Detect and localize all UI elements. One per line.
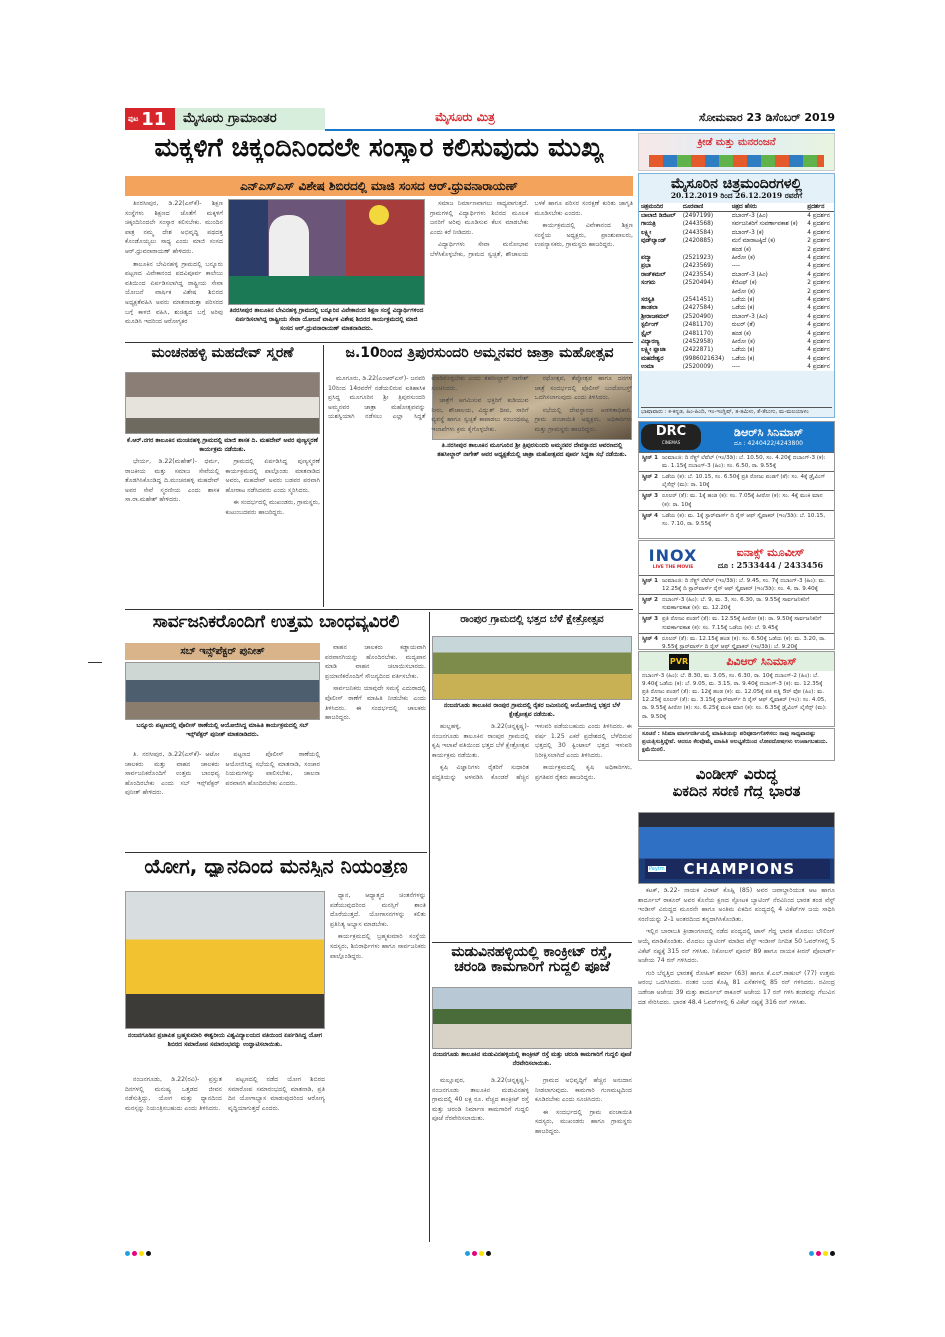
theatre-phone: (9986021634) (682, 355, 725, 362)
sports-banner (638, 133, 835, 171)
cinema-row (639, 279, 834, 287)
drc-screen-row (639, 510, 834, 529)
manchanahalli-photo (125, 372, 320, 434)
theatre-name: ಶ್ರೀರಾಜಕಮಲ್ (641, 313, 669, 320)
drc-screen-row (639, 471, 834, 490)
champions-banner (645, 859, 830, 879)
movie-name: ಒಡೆಯ (ಕ) (731, 355, 755, 362)
inox-phone: ದೂ : 2533444 / 2433456 (717, 559, 824, 570)
screen-schedule: ಜುಮಾಂಜಿ: ದಿ ನೆಕ್ಸ್ಟ್ ಲೆವೆಲ್ (ಇಂ/3ಡಿ): ಬೆ. 9.45, ಸಂ. 7ಕ್ಕೆ ದಬಾಂಗ್-3 (ಹಿಂ): ಮ. 12.25ಕ್ಕೆ ದಿ ಸ್ಟಾರ್‌ವಾರ್ಸ್ ರೈಸ್ ಆಫ್ ಸ್ಕೈವಾಕರ್ (ಇಂ/3ಡಿ): ಸಂ. 4, ರಾ. 9.40ಕ್ಕೆ (662, 578, 826, 593)
maduvinahalli-photo (432, 987, 632, 1049)
cinema-row (639, 229, 834, 237)
manchanahalli-text: ಭೇರ್ಯ, ಡಿ.22(ಮಹೇಶ್)- ಧರ್ಮ, ರಾಜಕೀಯ ಮತ್ತು ಸಮಾಜ ಸೇವೆಯಲ್ಲಿ ತೊಡಗಿಸಿಕೊಂಡಿದ್ದ ದಿ.ಮಂಚನಹಳ್ಳಿ ಮಹದೇವ್ ಅವರ ಸೇವೆ ಸ್ಮರಣೀಯ ಎಂದು ಶಾಸಕ ಸಾ.ರಾ.ಮಹೇಶ್ ಹೇಳಿದರು. ಗ್ರಾಮದಲ್ಲಿ ಏರ್ಪಡಿಸಿದ್ದ ಪುಣ್ಯಸ್ಮರಣೆ ಕಾರ್ಯಕ್ರಮದಲ್ಲಿ ಪಾಲ್ಗೊಂಡು ಮಾತನಾಡಿದ ಅವರು, ಮಹದೇವ್ ಅವರು ಬಡವರ ಪರವಾಗಿ ಹೋರಾಟ ನಡೆಸಿದವರು ಎಂದು ಸ್ಮರಿಸಿದರು. ಈ ಸಂದರ್ಭದಲ್ಲಿ ಮುಖಂಡರು, ಗ್ರಾಮಸ್ಥರು, ಕುಟುಂಬದವರು ಹಾಜರಿದ್ದರು. (125, 458, 320, 517)
screen-label: ಸ್ಕ್ರೀನ್ 1 (642, 578, 659, 584)
movie-name: ರುಲರ್ (ತೆ) (731, 322, 755, 329)
cinema-row (639, 212, 834, 221)
lead-text-left: ತಿನರಸೀಪುರ, ಡಿ.22(ಎಸ್‌ಕೆ)- ಶಿಕ್ಷಣ ಸಂಸ್ಥೆಗಳು ಶಿಕ್ಷಣದ ಜೊತೆಗೆ ಮಕ್ಕಳಿಗೆ ಚಿಕ್ಕಂದಿನಿಂದಲೇ ಸಂಸ್ಕಾರ ಕಲಿಸಬೇಕು. ಮುಂದಿನ ಪಾತ್ರ ನಮ್ಮ ದೇಶ ಅಭಿವೃದ್ಧಿ ಪಥದತ್ತ ಕೊಂಡೊಯ್ಯಲು ಸಾಧ್ಯ ಎಂದು ಮಾಜಿ ಸಂಸದ ಆರ್.ಧ್ರುವನಾರಾಯಣ್ ಹೇಳಿದರು. ತಾಲೂಕಿನ ಬೇವಿನಹಳ್ಳಿ ಗ್ರಾಮದಲ್ಲಿ ಬನ್ನೂರು ಪಟ್ಟಣದ ವಿವೇಕಾನಂದ ಪದವಿಪೂರ್ವ ಕಾಲೇಜು ವತಿಯಿಂದ ಏರ್ಪಡಿಸಲಾಗಿದ್ದ ರಾಷ್ಟ್ರೀಯ ಸೇವಾ ಯೋಜನೆ ವಾರ್ಷಿಕ ವಿಶೇಷ ಶಿಬಿರದ ಅಧ್ಯಕ್ಷತೆವಹಿಸಿ ಅವರು ಮಾತನಾಡುತ್ತಾ ಪರಿಸರದ ಬಗ್ಗೆ ಕಾಳಜಿ ವಹಿಸಿ, ಶುಚಿತ್ವದ ಬಗ್ಗೆ ಅರಿವು ಮೂಡಿಸಿ ಇದರಿಂದ ಆರೋಗ್ಯಕರ (125, 200, 223, 326)
maduvinahalli-text: ಮಲ್ಲೂಪುರ, ಡಿ.22(ಚನ್ನಕೃಷ್ಣ)- ನಂಜನಗೂಡು ತಾಲೂಕಿನ ಮಡುವಿನಹಳ್ಳಿ ಗ್ರಾಮದಲ್ಲಿ 40 ಲಕ್ಷ ರೂ. ವೆಚ್ಚದ ಕಾಂಕ್ರೀಟ್ ರಸ್ತೆ ಮತ್ತು ಚರಂಡಿ ನಿರ್ಮಾಣ ಕಾಮಗಾರಿಗೆ ಗುದ್ದಲಿ ಪೂಜೆ ನೆರವೇರಿಸಲಾಯಿತು. ಗ್ರಾಮದ ಅಭಿವೃದ್ಧಿಗೆ ಹೆಚ್ಚಿನ ಅನುದಾನ ನೀಡಲಾಗುವುದು. ಕಾಮಗಾರಿ ಗುಣಮಟ್ಟದಿಂದ ಕೂಡಿರಬೇಕು ಎಂದು ಸೂಚಿಸಿದರು. ಈ ಸಂದರ್ಭದಲ್ಲಿ ಗ್ರಾಮ ಪಂಚಾಯಿತಿ ಸದಸ್ಯರು, ಮುಖಂಡರು ಹಾಗೂ ಗ್ರಾಮಸ್ಥರು ಹಾಜರಿದ್ದರು. (432, 1077, 632, 1136)
pvr-schedule: ದಬಾಂಗ್-3 (ಹಿಂ): ಬೆ. 8.30, ಮ. 3.05, ಸಂ. 6.30, ರಾ. 10ಕ್ಕೆ ದಬಾಂಗ್-2 (ಹಿಂ): ಬೆ. 9.40ಕ್ಕೆ ಒಡೆಯ (ಕ): ಬೆ. 9.05, ಮ. 3.15, ರಾ. 9.40ಕ್ಕೆ ದಬಾಂಗ್-3 (ಕ): ಮ. 12.35ಕ್ಕೆ ಪ್ರತಿ ರೋಜು ಪಂಡಗೆ (ತೆ): ಮ. 12ಕ್ಕೆ ಹಂಡ (ಕ): ಮ. 12.05ಕ್ಕೆ ಪತಿ ಪತ್ನಿ ಔರ್ ವೋ (ಹಿಂ): ಮ. 12.25ಕ್ಕೆ ರೂಲರ್ (ತೆ): ಮ. 3.15ಕ್ಕೆ ಸ್ಟಾರ್‌ವಾರ್ಸ್ ದಿ ರೈಸ್ ಆಫ್ ಸ್ಕೈವಾಕರ್ (ಇಂ): ಸಂ. 4.05, ರಾ. 9.55ಕ್ಕೆ ಹೀರೋ (ಕ): ಸಂ. 6.25ಕ್ಕೆ ಮಂಕಿ ಮಾನ (ಕ): ಸಂ. 6.35ಕ್ಕೆ ಡ್ರೈವಿಂಗ್ ಲೈಸೆನ್ಸ್ (ಮ): ರಾ. 9.50ಕ್ಕೆ (642, 673, 827, 720)
show-count: 2 ಪ್ರದರ್ಶನ (807, 288, 830, 295)
cinema-column-header: ಚಿತ್ರದ ಹೆಸರು (731, 203, 757, 210)
rampura-headline: ರಾಂಪುರ ಗ್ರಾಮದಲ್ಲಿ ಭತ್ತದ ಬೆಳೆ ಕ್ಷೇತ್ರೋತ್ಸವ (460, 614, 604, 625)
theatre-phone: (2520490) (682, 313, 714, 320)
cinema-row (639, 254, 834, 262)
cinema-row (639, 237, 834, 245)
movie-name: ದಬಾಂಗ್-3 (ಹಿಂ) (731, 271, 768, 278)
lead-photo (228, 199, 425, 305)
show-count: 4 ಪ್ರದರ್ಶನ (807, 221, 830, 228)
cinema-row (639, 346, 834, 354)
drc-phone: ದೂ : 4240422/4243800 (733, 440, 803, 447)
show-count: 4 ಪ್ರದರ್ಶನ (807, 254, 830, 261)
cricket-text: ಕಟಕ್, ಡಿ.22- ನಾಯಕ ವಿರಾಟ್ ಕೊಹ್ಲಿ (85) ಅವರ ಜವಾಬ್ದಾರಿಯುತ ಆಟ ಹಾಗೂ ಶಾರ್ದೂಲ್ ಠಾಕೂರ್ ಅವರ ಕೊನೆಯ ಕ್ಷಣದ ಸ್ಫೋಟಕ ಬ್ಯಾಟಿಂಗ್ ನೆರವಿನಿಂದ ಭಾರತ ತಂಡ ವೆಸ್ಟ್ ಇಂಡೀಸ್ ವಿರುದ್ಧದ ಮೂರನೇ ಹಾಗೂ ಅಂತಿಮ ಏಕದಿನ ಪಂದ್ಯದಲ್ಲಿ 4 ವಿಕೆಟ್‌ಗಳ ಜಯ ಸಾಧಿಸಿ ಸರಣಿಯನ್ನು 2-1 ಅಂತರದಿಂದ ತನ್ನದಾಗಿಸಿಕೊಂಡಿತು. ಇಲ್ಲಿನ ಬಾರಾಬತಿ ಕ್ರೀಡಾಂಗಣದಲ್ಲಿ ನಡೆದ ಪಂದ್ಯದಲ್ಲಿ ಟಾಸ್ ಗೆದ್ದ ಭಾರತ ಮೊದಲು ಬೌಲಿಂಗ್ ಆಯ್ಕೆ ಮಾಡಿಕೊಂಡಿತು. ಮೊದಲು ಬ್ಯಾಟಿಂಗ್ ಮಾಡಿದ ವೆಸ್ಟ್ ಇಂಡೀಸ್ ನಿಗದಿತ 50 ಓವರ್‌ಗಳಲ್ಲಿ 5 ವಿಕೆಟ್ ನಷ್ಟಕ್ಕೆ 315 ರನ್ ಗಳಿಸಿತು. ನಿಕೋಲಸ್ ಪೂರನ್ 89 ಹಾಗೂ ನಾಯಕ ಕೀರನ್ ಪೊಲಾರ್ಡ್ ಅಜೇಯ 74 ರನ್ ಗಳಿಸಿದರು. ಗುರಿ ಬೆನ್ನತ್ತಿದ ಭಾರತಕ್ಕೆ ರೋಹಿತ್ ಶರ್ಮಾ (63) ಹಾಗೂ ಕೆ.ಎಲ್.ರಾಹುಲ್ (77) ಉತ್ತಮ ಆರಂಭ ಒದಗಿಸಿದರು. ನಂತರ ಬಂದ ಕೊಹ್ಲಿ 81 ಎಸೆತಗಳಲ್ಲಿ 85 ರನ್ ಗಳಿಸಿದರು. ರವೀಂದ್ರ ಜಡೇಜಾ ಅಜೇಯ 39 ಮತ್ತು ಶಾರ್ದೂಲ್ ಠಾಕೂರ್ ಅಜೇಯ 17 ರನ್ ಗಳಿಸಿ ತಂಡವನ್ನು ಗೆಲುವಿನ ದಡ ಸೇರಿಸಿದರು. ಭಾರತ 48.4 ಓವರ್‌ಗಳಲ್ಲಿ 6 ವಿಕೆಟ್ ನಷ್ಟಕ್ಕೆ 316 ರನ್ ಗಳಿಸಿತು. (638, 887, 835, 1006)
rampura-caption: ನಂಜನಗೂಡು ತಾಲೂಕಿನ ರಾಂಪುರ ಗ್ರಾಮದಲ್ಲಿ ರೈತರ ಜಮೀನಿನಲ್ಲಿ ಆಯೋಜಿಸಿದ್ದ ಭತ್ತದ ಬೆಳೆ ಕ್ಷೇತ್ರೋತ್ಸವ ನಡೆಯಿತು. (443, 702, 621, 718)
movie-name: ಮನೆ ಮಾರಾಟಕ್ಕಿದೆ (ಕ) (731, 238, 776, 245)
cinema-row (639, 296, 834, 304)
theatre-name: ವಿದ್ಯಾರಣ್ಯ (641, 338, 660, 345)
show-count: 4 ಪ್ರದರ್ಶನ (807, 322, 830, 329)
cinema-row (639, 355, 834, 363)
cinema-column-header: ಪ್ರದರ್ಶನ (807, 203, 825, 210)
screen-label: ಸ್ಕ್ರೀನ್ 2 (642, 474, 659, 481)
cinema-column-header: ದೂರವಾಣಿ (682, 203, 704, 210)
cinema-row (639, 321, 834, 329)
cricket-photo (638, 812, 835, 884)
theatre-name: ವುಡ್‌ಲ್ಯಾಂಡ್ (641, 238, 667, 245)
police-subhead: ಸಬ್ ಇನ್ಸ್‌ಪೆಕ್ಟರ್ ಪುನೀತ್ (125, 643, 320, 660)
movie-name: ಹೀರೋ (ಕ) (731, 254, 755, 261)
inox-title: ಐನಾಕ್ಸ್ ಮೂವೀಸ್ (736, 545, 805, 559)
inox-screen-row (639, 633, 834, 652)
champions-text: CHAMPIONS (683, 860, 796, 878)
show-count: 4 ಪ್ರದರ್ಶನ (807, 213, 830, 220)
theatre-phone: (2521923) (682, 254, 714, 261)
theatre-phone: (2481170) (682, 330, 714, 337)
drc-listing (638, 421, 835, 539)
inox-listing (638, 540, 835, 650)
cinema-table (639, 203, 834, 372)
divider (125, 852, 427, 853)
show-count: 4 ಪ್ರದರ್ಶನ (807, 364, 830, 371)
theatre-name: ಸರಸ್ವತಿ (641, 296, 655, 303)
registration-marks (125, 1251, 835, 1259)
cinema-row (639, 262, 834, 270)
cinema-column-header: ಚಿತ್ರಮಂದಿರ (641, 203, 664, 210)
movie-name: ದಬಾಂಗ್-3 (ಹಿಂ) (731, 213, 768, 220)
sports-banner-title: ಕ್ರೀಡೆ ಮತ್ತು ಮನರಂಜನೆ (697, 137, 776, 148)
show-count: 4 ಪ್ರದರ್ಶನ (807, 355, 830, 362)
movie-name: ಹೀರೋ (ಕ) (731, 338, 755, 345)
cinema-legend: ಭಾಷಾವಾರು : ಕ-ಕನ್ನಡ, ಹಿಂ-ಹಿಂದಿ, ಇಂ-ಇಂಗ್ಲಿಷ್, ತ-ತಮಿಳು, ತೆ-ತೆಲುಗು, ಮ-ಮಲಯಾಳಂ (641, 407, 832, 416)
yoga-text-side: ಧ್ಯಾನ, ಆಧ್ಯಾತ್ಮದ ಚಿಂತನೆಗಳನ್ನು ಪಡೆಯುವುದರಿಂದ ಮನಸ್ಸಿಗೆ ಶಾಂತಿ ದೊರೆಯುತ್ತದೆ. ಯೋಗಾಸನಗಳನ್ನು ಕಲಿತು ಪ್ರತಿನಿತ್ಯ ಅಭ್ಯಾಸ ಮಾಡಬೇಕು. ಕಾರ್ಯಕ್ರಮದಲ್ಲಿ ಬ್ರಹ್ಮಕುಮಾರಿ ಸಂಸ್ಥೆಯ ಸದಸ್ಯರು, ಶಿಬಿರಾರ್ಥಿಗಳು ಹಾಗೂ ಸಾರ್ವಜನಿಕರು ಪಾಲ್ಗೊಂಡಿದ್ದರು. (330, 892, 426, 960)
maduvinahalli-headline: ಮಡುವಿನಹಳ್ಳಿಯಲ್ಲಿ ಕಾಂಕ್ರೀಟ್ ರಸ್ತೆ, ಚರಂಡಿ ಕಾಮಗಾರಿಗೆ ಗುದ್ದಲಿ ಪೂಜೆ (451, 945, 613, 976)
movie-name: ಒಡೆಯ (ಕ) (731, 347, 755, 354)
page-number-badge (125, 108, 175, 130)
pvr-title: ಪಿವಿಆರ್ ಸಿನಿಮಾಸ್ (726, 654, 797, 668)
column-divider (429, 612, 430, 1242)
screen-schedule: ದಬಾಂಗ್-3 (ಹಿಂ): ಬೆ. 9, ಮ. 3, ಸಂ. 6.30, ರಾ. 9.55ಕ್ಕೆ ಸಾರ್ವಜನಿಕರಿಗೆ ಸುವರ್ಣಾವಕಾಶ (ಕ): ಮ. 12.20ಕ್ಕೆ (662, 597, 810, 612)
section-label: ಮೈಸೂರು ಗ್ರಾಮಾಂತರ (175, 108, 325, 130)
police-photo (125, 662, 320, 720)
theatre-phone: (2520494) (682, 280, 714, 287)
yoga-caption: ನಂಜನಗೂಡಿನ ಪ್ರಜಾಪಿತ ಬ್ರಹ್ಮಕುಮಾರಿ ಈಶ್ವರೀಯ ವಿಶ್ವವಿದ್ಯಾಲಯದ ವತಿಯಿಂದ ಏರ್ಪಡಿಸಿದ್ದ ಯೋಗ ಶಿಬಿರದ ಸಮಾರೋಪ ಸಮಾರಂಭವನ್ನು ಉದ್ಘಾಟಿಸಲಾಯಿತು. (127, 1032, 323, 1048)
theatre-name: ಉಮಾ (641, 364, 654, 371)
column-divider (323, 345, 324, 607)
lead-headline: ಮಕ್ಕಳಿಗೆ ಚಿಕ್ಕಂದಿನಿಂದಲೇ ಸಂಸ್ಕಾರ ಕಲಿಸುವುದು ಮುಖ್ಯ (154, 134, 604, 163)
screen-label: ಸ್ಕ್ರೀನ್ 3 (642, 616, 659, 623)
theatre-name (639, 288, 681, 296)
cinema-row (639, 304, 834, 312)
screen-label: ಸ್ಕ್ರೀನ್ 3 (642, 493, 659, 500)
police-text: ತಿ. ನರಸೀಪುರ, ಡಿ.22(ಎಸ್‌ಕೆ)- ಆಟೋ ಚಾಲಕರು ಮತ್ತು ವಾಹನ ಚಾಲಕರು ಸಾರ್ವಜನಿಕರೊಂದಿಗೆ ಉತ್ತಮ ಬಾಂಧವ್ಯ ಹೊಂದಿರಬೇಕು ಎಂದು ಸಬ್ ಇನ್ಸ್‌ಪೆಕ್ಟರ್ ಪುನೀತ್ ಹೇಳಿದರು. ಪಟ್ಟಣದ ಪೊಲೀಸ್ ಠಾಣೆಯಲ್ಲಿ ಆಯೋಜಿಸಿದ್ದ ಸಭೆಯಲ್ಲಿ ಮಾತನಾಡಿ, ಸಂಚಾರ ನಿಯಮಗಳನ್ನು ಪಾಲಿಸಬೇಕು, ಚಾಲನಾ ಪರವಾನಗಿ ಹೊಂದಿರಬೇಕು ಎಂದರು. (125, 751, 320, 797)
movie-name: ಹಂಡ (ಕ) (731, 330, 751, 337)
theatre-phone: (2497199) (682, 213, 714, 220)
tripurasundari-caption: ತಿ.ನರಸೀಪುರ ತಾಲೂಕಿನ ಮೂಗೂರಿನ ಶ್ರೀ ತ್ರಿಪುರಸುಂದರಿ ಅಮ್ಮನವರ ದೇವಸ್ಥಾನದ ಆವರಣದಲ್ಲಿ ತಹಸೀಲ್ದಾರ್ ನಾಗೇಶ್ ಅವರ ಅಧ್ಯಕ್ಷತೆಯಲ್ಲಿ ಜಾತ್ರಾ ಮಹೋತ್ಸವದ ಪೂರ್ವ ಸಿದ್ಧತಾ ಸಭೆ ನಡೆಯಿತು. (437, 442, 627, 458)
margin-mark (88, 662, 102, 663)
theatre-phone: (2541451) (682, 296, 714, 303)
theatre-phone: (2452958) (682, 338, 714, 345)
color-dots-right (809, 1251, 835, 1256)
cinema-row (639, 246, 834, 254)
theatre-phone: (2427584) (682, 305, 714, 312)
show-count: 4 ಪ್ರದರ್ಶನ (807, 263, 830, 270)
cinema-row (639, 363, 834, 371)
color-dots-center (465, 1251, 491, 1256)
theatre-name: ಗಾಯತ್ರಿ (641, 221, 656, 228)
manchanahalli-headline: ಮಂಚನಹಳ್ಳಿ ಮಹದೇವ್ ಸ್ಮರಣೆ (151, 346, 294, 361)
movie-name: ದಬಾಂಗ್-3 (ಕ) (731, 229, 764, 236)
movie-name: ---- (731, 364, 741, 371)
movie-name: ಒಡೆಯ (ಕ) (731, 296, 755, 303)
show-count: 4 ಪ್ರದರ್ಶನ (807, 330, 830, 337)
yoga-text: ನಂಜನಗೂಡು, ಡಿ.22(ರವಿ)- ಪ್ರಸ್ತುತ ದಿನಗಳಲ್ಲಿ ಮನುಷ್ಯ ಒತ್ತಡದ ಜೀವನ ನಡೆಸುತ್ತಿದ್ದು, ಯೋಗ ಮತ್ತು ಧ್ಯಾನದಿಂದ ಮನಸ್ಸನ್ನು ನಿಯಂತ್ರಿಸಬಹುದು ಎಂದು ತಿಳಿಸಿದರು. ಪಟ್ಟಣದಲ್ಲಿ ನಡೆದ ಯೋಗ ಶಿಬಿರದ ಸಮಾರೋಪ ಸಮಾರಂಭದಲ್ಲಿ ಮಾತನಾಡಿ, ಪ್ರತಿ ದಿನ ಯೋಗಾಭ್ಯಾಸ ಮಾಡುವುದರಿಂದ ಆರೋಗ್ಯ ವೃದ್ಧಿಯಾಗುತ್ತದೆ ಎಂದರು. (125, 1076, 325, 1112)
theatre-name: ಶಾಂತಲಾ (641, 305, 658, 312)
screen-label: ಸ್ಕ್ರೀನ್ 4 (642, 635, 659, 642)
screen-schedule: ಪ್ರತಿ ರೋಜು ಪಂಡಗೆ (ತೆ): ಮ. 12.55ಕ್ಕೆ ಹೀರೋ (ಕ): ರಾ. 9.50ಕ್ಕೆ ಸಾರ್ವಜನಿಕರಿಗೆ ಸುವರ್ಣಾವಕಾಶ (ಕ): ಸಂ. 7.15ಕ್ಕೆ ಒಡೆಯ (ಕ): ಬೆ. 9.45ಕ್ಕೆ (662, 616, 822, 631)
inox-screen-row (639, 594, 834, 613)
theatre-name: ಸಂಗಮ (641, 280, 656, 287)
movie-name: ---- (731, 263, 741, 270)
cinema-dates: 20.12.2019 ರಿಂದ 26.12.2019 ರವರೆಗೆ (670, 192, 803, 201)
movie-name: ಕೆಜಿಎಫ್ (ಕ) (731, 280, 757, 287)
theatre-phone: (2420885) (682, 238, 714, 245)
tripurasundari-text: ಮೂಗೂರು, ಡಿ.22(ಎಂಆರ್‌ಎಸ್)- ಜನವರಿ 10ರಿಂದ 14ರವರೆಗೆ ನಡೆಯಲಿರುವ ಐತಿಹಾಸಿಕ ಪ್ರಸಿದ್ಧ ಮೂಗೂರಿನ ಶ್ರೀ ತ್ರಿಪುರಸುಂದರಿ ಅಮ್ಮನವರ ಜಾತ್ರಾ ಮಹೋತ್ಸವವನ್ನು ಯಶಸ್ವಿಯಾಗಿ ನಡೆಸಲು ಎಲ್ಲಾ ಸಿದ್ಧತೆ ಮಾಡಿಕೊಳ್ಳಬೇಕು ಎಂದು ತಹಸೀಲ್ದಾರ್ ನಾಗೇಶ್ ಸೂಚಿಸಿದರು. ಜಾತ್ರೆಗೆ ಆಗಮಿಸುವ ಭಕ್ತರಿಗೆ ಕುಡಿಯುವ ನೀರು, ಶೌಚಾಲಯ, ವಿದ್ಯುತ್ ದೀಪ, ಸಾರಿಗೆ ವ್ಯವಸ್ಥೆ ಹಾಗೂ ಸ್ವಚ್ಛತೆ ಕಾಪಾಡಲು ಸಂಬಂಧಪಟ್ಟ ಇಲಾಖೆಗಳು ಕ್ರಮ ಕೈಗೊಳ್ಳಬೇಕು. ರಥೋತ್ಸವ, ತೆಪ್ಪೋತ್ಸವ ಹಾಗೂ ದನಗಳ ಜಾತ್ರೆ ಸಂದರ್ಭದಲ್ಲಿ ಪೊಲೀಸ್ ಬಂದೋಬಸ್ತ್ ಒದಗಿಸಲಾಗುವುದು ಎಂದು ತಿಳಿಸಿದರು. ಸಭೆಯಲ್ಲಿ ದೇವಸ್ಥಾನದ ಆಡಳಿತಾಧಿಕಾರಿ, ಗ್ರಾಮ ಪಂಚಾಯಿತಿ ಅಧ್ಯಕ್ಷರು, ಅಧಿಕಾರಿಗಳು ಮತ್ತು ಗ್ರಾಮಸ್ಥರು ಹಾಜರಿದ್ದರು. (328, 375, 632, 434)
drc-screen-row (639, 490, 834, 509)
screen-schedule: ರೂಲರ್ (ತೆ): ಮ. 12.15ಕ್ಕೆ ಹಂಡ (ಕ): ಸಂ. 6.50ಕ್ಕೆ ಒಡೆಯ (ಕ): ಮ. 3.20, ರಾ. 9.55ಕ್ಕೆ ಸ್ಟಾರ್‌ವಾರ್ಸ್ ದಿ ರೈಸ್ ಆಫ್ ಸ್ಕೈವಾಕರ್ (ಇಂ/3ಡಿ): ಬೆ. 9.20ಕ್ಕೆ (662, 635, 826, 650)
pvr-logo: PVR (669, 654, 689, 670)
inox-screen-row (639, 575, 834, 594)
divider (125, 609, 633, 610)
theatre-phone (681, 288, 730, 296)
theatre-name: ಬಾಲಾಜಿ ಡಿಜಿಟಲ್ (641, 213, 676, 220)
lead-text-right: ಸಮಾಜ ನಿರ್ಮಾಣವಾಗಲು ಸಾಧ್ಯವಾಗುತ್ತದೆ. ಗ್ರಾಮಗಳಲ್ಲಿ ವಿದ್ಯಾರ್ಥಿಗಳು ಶಿಬಿರದ ಮೂಲಕ ಜನರಿಗೆ ಅರಿವು ಮೂಡಿಸುವ ಕೆಲಸ ಮಾಡಬೇಕು ಎಂದು ಕರೆ ನೀಡಿದರು. ವಿದ್ಯಾರ್ಥಿಗಳು ಸೇವಾ ಮನೋಭಾವ ಬೆಳೆಸಿಕೊಳ್ಳಬೇಕು, ಗ್ರಾಮದ ಸ್ವಚ್ಛತೆ, ಶೌಚಾಲಯ ಬಳಕೆ ಹಾಗೂ ಪರಿಸರ ಸಂರಕ್ಷಣೆ ಕುರಿತು ಜಾಗೃತಿ ಮೂಡಿಸಬೇಕು ಎಂದರು. ಕಾರ್ಯಕ್ರಮದಲ್ಲಿ ವಿವೇಕಾನಂದ ಶಿಕ್ಷಣ ಸಂಸ್ಥೆಯ ಅಧ್ಯಕ್ಷರು, ಪ್ರಾಂಶುಪಾಲರು, ಉಪನ್ಯಾಸಕರು, ಗ್ರಾಮಸ್ಥರು ಹಾಜರಿದ್ದರು. (430, 200, 633, 259)
show-count: 4 ಪ್ರದರ್ಶನ (807, 347, 830, 354)
theatre-name: ಲಕ್ಷ್ಮೀ (641, 229, 652, 236)
page-header (125, 108, 835, 132)
divider (125, 342, 633, 343)
screen-label: ಸ್ಕ್ರೀನ್ 4 (642, 512, 659, 519)
show-count: 4 ಪ್ರದರ್ಶನ (807, 229, 830, 236)
police-text-side: ವಾಹನ ಚಾಲಕರು ಕಡ್ಡಾಯವಾಗಿ ಪರವಾನಗಿಯನ್ನು ಹೊಂದಿರಬೇಕು. ಮದ್ಯಪಾನ ಮಾಡಿ ವಾಹನ ಚಲಾಯಿಸಬಾರದು. ಪ್ರಯಾಣಿಕರೊಂದಿಗೆ ಸೌಜನ್ಯದಿಂದ ವರ್ತಿಸಬೇಕು. ಸಾರ್ವಜನಿಕರು ಯಾವುದೇ ಸಮಸ್ಯೆ ಎದುರಾದಲ್ಲಿ ಪೊಲೀಸ್ ಠಾಣೆಗೆ ಮಾಹಿತಿ ನೀಡಬೇಕು ಎಂದು ತಿಳಿಸಿದರು. ಈ ಸಂದರ್ಭದಲ್ಲಿ ಚಾಲಕರು ಹಾಜರಿದ್ದರು. (325, 644, 426, 722)
cinema-row (639, 338, 834, 346)
theatre-name: ರಾಜ್‌ಕಮಲ್ (641, 271, 666, 278)
cricket-headline: ವಿಂಡೀಸ್ ವಿರುದ್ಧ ಏಕದಿನ ಸರಣಿ ಗೆದ್ದ ಭಾರತ (672, 766, 801, 799)
theatre-phone: (2422871) (682, 347, 714, 354)
inox-logo: INOX LIVE THE MOVIE (648, 546, 698, 570)
screen-schedule: ರೂಲರ್ (ತೆ): ಮ. 1ಕ್ಕೆ ಹಂಡ (ಕ): ಸಂ. 7.05ಕ್ಕೆ ಹೀರೋ (ಕ): ಸಂ. 4ಕ್ಕೆ ಮಂಕಿ ಮಾನ (ಕ): ರಾ. 10ಕ್ಕೆ (662, 493, 823, 508)
show-count: 4 ಪ್ರದರ್ಶನ (807, 271, 830, 278)
theatre-phone: (2520009) (682, 364, 714, 371)
masthead-logo: ಮೈಸೂರು ಮಿತ್ರ (435, 110, 495, 124)
show-count: 2 ಪ್ರದರ್ಶನ (807, 246, 830, 253)
screen-label: ಸ್ಕ್ರೀನ್ 2 (642, 597, 659, 604)
theatre-name: ಲಕ್ಷ್ಮೀ ಪ್ಲಾಜಾ (641, 347, 666, 354)
show-count: 2 ಪ್ರದರ್ಶನ (807, 238, 830, 245)
sponsor-logo: Paytm (649, 866, 665, 872)
police-caption: ಬನ್ನೂರು ಪಟ್ಟಣದಲ್ಲಿ ಪೊಲೀಸ್ ಠಾಣೆಯಲ್ಲಿ ಆಯೋಜಿಸಿದ್ದ ಮಾಹಿತಿ ಕಾರ್ಯಕ್ರಮದಲ್ಲಿ ಸಬ್ ಇನ್ಸ್‌ಪೆಕ್ಟರ್ ಪುನೀತ್ ಮಾತನಾಡಿದರು. (136, 722, 309, 738)
movie-name: ಒಡೆಯ (ಕ) (731, 305, 755, 312)
screen-label: ಸ್ಕ್ರೀನ್ 1 (642, 455, 659, 461)
manchanahalli-caption: ಕೆ.ಆರ್.ನಗರ ತಾಲೂಕಿನ ಮಂಚನಹಳ್ಳಿ ಗ್ರಾಮದಲ್ಲಿ ಮಾಜಿ ಶಾಸಕ ದಿ. ಮಹದೇವ್ ಅವರ ಪುಣ್ಯಸ್ಮರಣೆ ಕಾರ್ಯಕ್ರಮ ನಡೆಯಿತು. (127, 437, 318, 453)
maduvinahalli-caption: ನಂಜನಗೂಡು ತಾಲೂಕಿನ ಮಡುವಿನಹಳ್ಳಿಯಲ್ಲಿ ಕಾಂಕ್ರೀಟ್ ರಸ್ತೆ ಮತ್ತು ಚರಂಡಿ ಕಾಮಗಾರಿಗೆ ಗುದ್ದಲಿ ಪೂಜೆ ನೆರವೇರಿಸಲಾಯಿತು. (432, 1051, 632, 1067)
inox-screen-row (639, 613, 834, 632)
theatre-phone: (2423569) (682, 263, 714, 270)
cinema-note: ಸೂಚನೆ : ಸಿನಿಮಾ ಮಾರ್ಗದರ್ಶಿಯಲ್ಲಿ ಮಾಹಿತಿಯನ್ನು ಪರಿಪೂರ್ಣಗೊಳಿಸಲು ನಾವು ಸಾಧ್ಯವಾದಷ್ಟು ಪ್ರಯತ್ನಿಸುತ್ತಿದ್ದೇವೆ. ಆದರೂ ಕೆಲವೊಮ್ಮೆ ಮಾಹಿತಿ ಅಲಭ್ಯತೆಯಿಂದ ಲೋಪದೋಷಗಳು ಉಂಟಾಗಬಹುದು. ಕ್ಷಮೆಯಿರಲಿ. (638, 728, 835, 761)
lead-subhead: ಎನ್‌ಎಸ್‌ಎಸ್ ವಿಶೇಷ ಶಿಬಿರದಲ್ಲಿ ಮಾಜಿ ಸಂಸದ ಆರ್.ಧ್ರುವನಾರಾಯಣ್ (125, 176, 633, 196)
rampura-text: ಹುಲ್ಲಹಳ್ಳಿ, ಡಿ.22(ಚನ್ನಕೃಷ್ಣ)- ನಂಜನಗೂಡು ತಾಲೂಕಿನ ರಾಂಪುರ ಗ್ರಾಮದಲ್ಲಿ ಕೃಷಿ ಇಲಾಖೆ ವತಿಯಿಂದ ಭತ್ತದ ಬೆಳೆ ಕ್ಷೇತ್ರೋತ್ಸವ ಕಾರ್ಯಕ್ರಮ ನಡೆಯಿತು. ಕೃಷಿ ವಿಜ್ಞಾನಿಗಳು ರೈತರಿಗೆ ಸುಧಾರಿತ ಪದ್ಧತಿಯನ್ನು ಅಳವಡಿಸಿ ಕೊಂಡರೆ ಹೆಚ್ಚಿನ ಇಳುವರಿ ಪಡೆಯಬಹುದು ಎಂದು ತಿಳಿಸಿದರು. ಈ ವರ್ಷ 1.25 ಎಕರೆ ಪ್ರದೇಶದಲ್ಲಿ ಬೆಳೆದಿರುವ ಭತ್ತದಲ್ಲಿ 30 ಕ್ವಿಂಟಾಲ್ ಭತ್ತದ ಇಳುವರಿ ನಿರೀಕ್ಷಿಸಲಾಗಿದೆ ಎಂದು ತಿಳಿಸಿದರು. ಕಾರ್ಯಕ್ರಮದಲ್ಲಿ ಕೃಷಿ ಅಧಿಕಾರಿಗಳು, ಪ್ರಗತಿಪರ ರೈತರು ಹಾಜರಿದ್ದರು. (432, 723, 632, 782)
movie-name: ದಬಾಂಗ್-3 (ಹಿಂ) (731, 313, 768, 320)
cinema-listing (638, 173, 835, 418)
theatre-phone (681, 246, 730, 254)
yoga-headline: ಯೋಗ, ಧ್ಯಾನದಿಂದ ಮನಸ್ಸಿನ ನಿಯಂತ್ರಣ (144, 855, 408, 877)
cinema-row (639, 313, 834, 321)
cinema-row (639, 288, 834, 296)
pvr-listing (638, 651, 835, 727)
show-count: 4 ಪ್ರದರ್ಶನ (807, 338, 830, 345)
theatre-phone: (2443584) (682, 229, 714, 236)
cinema-row (639, 220, 834, 228)
theatre-name: ಪದ್ಮಾ (641, 254, 652, 261)
police-headline: ಸಾರ್ವಜನಿಕರೊಂದಿಗೆ ಉತ್ತಮ ಬಾಂಧವ್ಯವಿರಲಿ (152, 613, 400, 632)
lead-photo-caption: ತಿನರಸೀಪುರ ತಾಲೂಕಿನ ಬೇವಿನಹಳ್ಳಿ ಗ್ರಾಮದಲ್ಲಿ ಬನ್ನೂರಿನ ವಿವೇಕಾನಂದ ಶಿಕ್ಷಣ ಸಂಸ್ಥೆ ವಿದ್ಯಾರ್ಥಿಗಳಿಂದ ಏರ್ಪಡಿಸಲಾಗಿದ್ದ ರಾಷ್ಟ್ರೀಯ ಸೇವಾ ಯೋಜನೆ ವಾರ್ಷಿಕ ವಿಶೇಷ ಶಿಬಿರದ ಕಾರ್ಯಕ್ರಮದಲ್ಲಿ ಮಾಜಿ ಸಂಸದ ಆರ್.ಧ್ರುವನಾರಾಯಣ್ ಮಾತನಾಡಿದರು. (229, 307, 424, 332)
rampura-photo (432, 636, 632, 700)
theatre-phone: (2443568) (682, 221, 714, 228)
screen-schedule: ಒಡೆಯ (ಕ): ಮ. 1ಕ್ಕೆ ಸ್ಟಾರ್‌ವಾರ್ಸ್ ದಿ ರೈಸ್ ಆಫ್ ಸ್ಕೈವಾಕರ್ (ಇಂ/3ಡಿ): ಬೆ. 10.15, ಸಂ. 7.10, ರಾ. 9.55ಕ್ಕೆ (662, 512, 826, 527)
drc-logo: DRC CINEMAS (641, 424, 701, 450)
theatre-phone: (2481170) (682, 322, 714, 329)
theatre-name: ಸ್ಟೈಲ್ (641, 330, 652, 337)
movie-name: ಹಂಡ (ಕ) (731, 246, 751, 253)
drc-screen-row (639, 452, 834, 471)
show-count: 4 ಪ್ರದರ್ಶನ (807, 313, 830, 320)
show-count: 4 ಪ್ರದರ್ಶನ (807, 305, 830, 312)
page-number: 11 (141, 108, 167, 130)
movie-name: ಸರ್ವಜನಿಕರಿಗೆ ಸುವರ್ಣಾವಕಾಶ (ಕ) (731, 221, 798, 228)
yoga-photo (125, 891, 325, 1029)
theatre-name: ಸ್ಟರ್ಲಿಂಗ್ (641, 322, 659, 329)
color-dots-left (125, 1251, 151, 1256)
tripurasundari-headline: ಜ.10ರಿಂದ ತ್ರಿಪುರಸುಂದರಿ ಅಮ್ಮನವರ ಜಾತ್ರಾ ಮಹೋತ್ಸವ (345, 346, 614, 361)
theatre-name: ಪ್ರಭಾ (641, 263, 651, 270)
cinema-row (639, 330, 834, 338)
issue-date: ಸೋಮವಾರ 23 ಡಿಸೆಂಬರ್ 2019 (698, 111, 835, 124)
header-rule (325, 129, 835, 131)
cinema-row (639, 271, 834, 279)
divider (432, 942, 632, 943)
show-count: 4 ಪ್ರದರ್ಶನ (807, 296, 830, 303)
page-label: ಪುಟ (128, 114, 139, 123)
drc-title: ಡಿಆರ್‌ಸಿ ಸಿನಿಮಾಸ್ (734, 426, 803, 439)
screen-schedule: ಒಡೆಯ (ಕ): ಬೆ. 10.15, ಸಂ. 6.50ಕ್ಕೆ ಪ್ರತಿ ರೋಜು ಪಂಡಗೆ (ತೆ): ಸಂ. 4ಕ್ಕೆ ಡ್ರೈವಿಂಗ್ ಲೈಸೆನ್ಸ್ (ಮ): ರಾ. 10ಕ್ಕೆ (662, 474, 826, 489)
show-count: 2 ಪ್ರದರ್ಶನ (807, 280, 830, 287)
movie-name: ಹೀರೋ (ಕ) (731, 288, 755, 295)
theatre-name (639, 246, 681, 254)
theatre-phone: (2423554) (682, 271, 714, 278)
screen-schedule: ಜುಮಾಂಜಿ: ದಿ ನೆಕ್ಸ್ಟ್ ಲೆವೆಲ್ (ಇಂ/3ಡಿ): ಬೆ. 10.50, ಸಂ. 4.20ಕ್ಕೆ ದಬಾಂಗ್-3 (ಕ): ಮ. 1.15ಕ್ಕೆ ದಬಾಂಗ್-3 (ಹಿಂ): ಸಂ. 6.50, ರಾ. 9.55ಕ್ಕೆ (662, 455, 826, 470)
cinema-title: ಮೈಸೂರಿನ ಚಿತ್ರಮಂದಿರಗಳಲ್ಲಿ (671, 176, 802, 192)
theatre-name: ಮಹದೇಶ್ವರ (641, 355, 664, 362)
